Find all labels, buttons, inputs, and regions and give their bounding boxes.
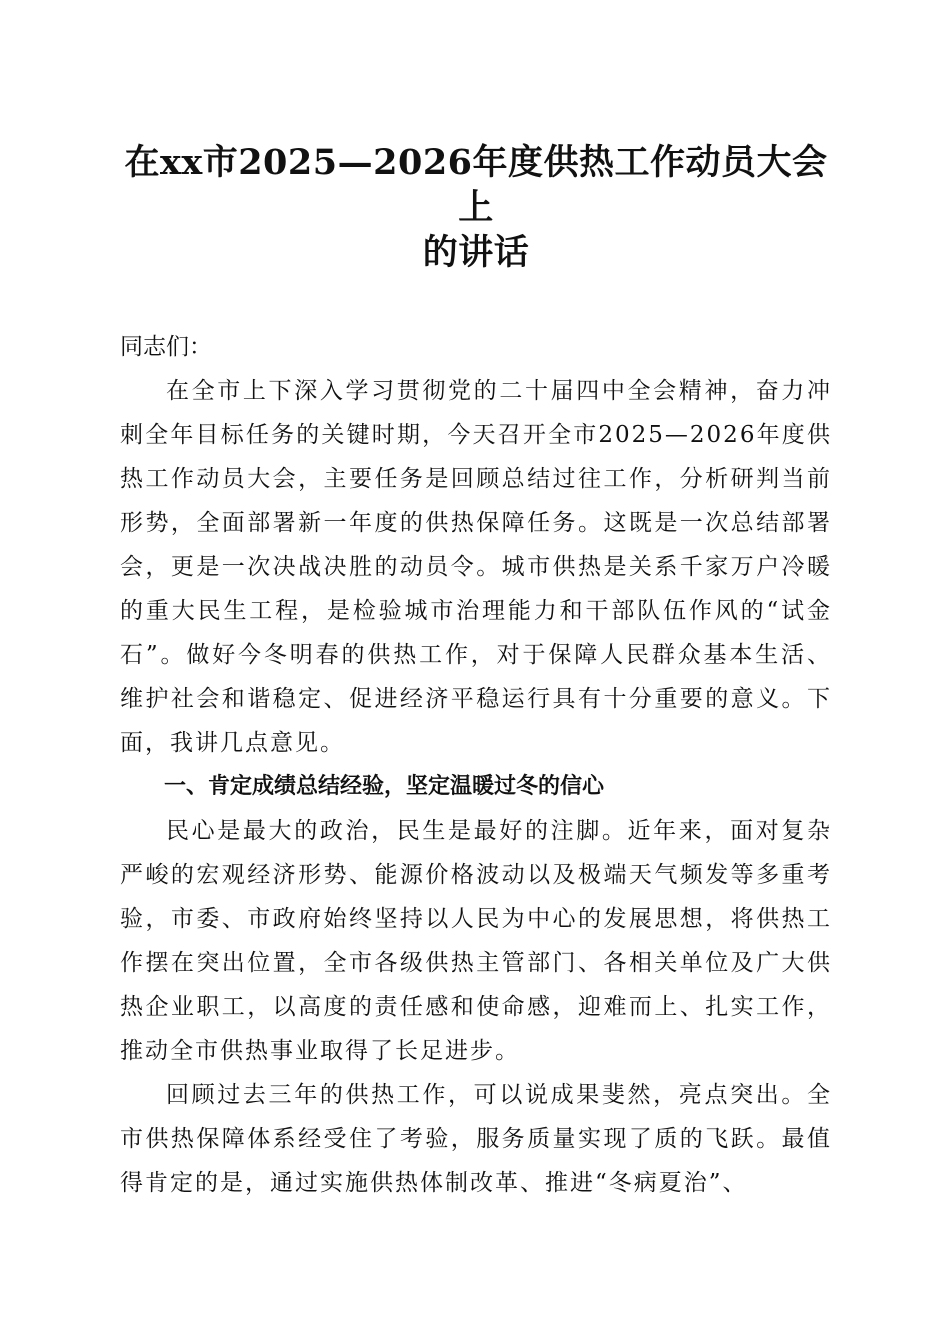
intro-paragraph: 在全市上下深入学习贯彻党的二十届四中全会精神，奋力冲刺全年目标任务的关键时期，今天召开全市2025—2026年度供热工作动员大会，主要任务是回顾总结过往工作，分析研判当前形势，全面部署新一年度的供热保障任务。这既是一次总结部署会，更是一次决战决胜的动员令。城市供热是关系千家万户冷暖的重大民生工程，是检验城市治理能力和干部队伍作风的“试金石”。做好今冬明春的供热工作，对于保障人民群众基本生活、维护社会和谐稳定、促进经济平稳运行具有十分重要的意义。下面，我讲几点意见。 (120, 378, 832, 756)
title-line-2: 的讲话 (422, 232, 530, 273)
section-1-paragraph-2: 回顾过去三年的供热工作，可以说成果斐然，亮点突出。全市供热保障体系经受住了考验，服务质量实现了质的飞跃。最值得肯定的是，通过实施供热体制改革、推进“冬病夏治”、 (120, 1082, 832, 1196)
section-1-paragraph-1: 民心是最大的政治，民生是最好的注脚。近年来，面对复杂严峻的宏观经济形势、能源价格波动以及极端天气频发等多重考验，市委、市政府始终坚持以人民为中心的发展思想，将供热工作摆在突出位置，全市各级供热主管部门、各相关单位及广大供热企业职工，以高度的责任感和使命感，迎难而上、扎实工作，推动全市供热事业取得了长足进步。 (120, 818, 832, 1064)
section-1-heading: 一、肯定成绩总结经验，坚定温暖过冬的信心 (164, 774, 605, 799)
title-line-1: 在xx市2025—2026年度供热工作动员大会上 (124, 142, 828, 228)
greeting: 同志们： (120, 334, 212, 360)
document-page (120, 0, 832, 1344)
document-title (120, 140, 832, 275)
